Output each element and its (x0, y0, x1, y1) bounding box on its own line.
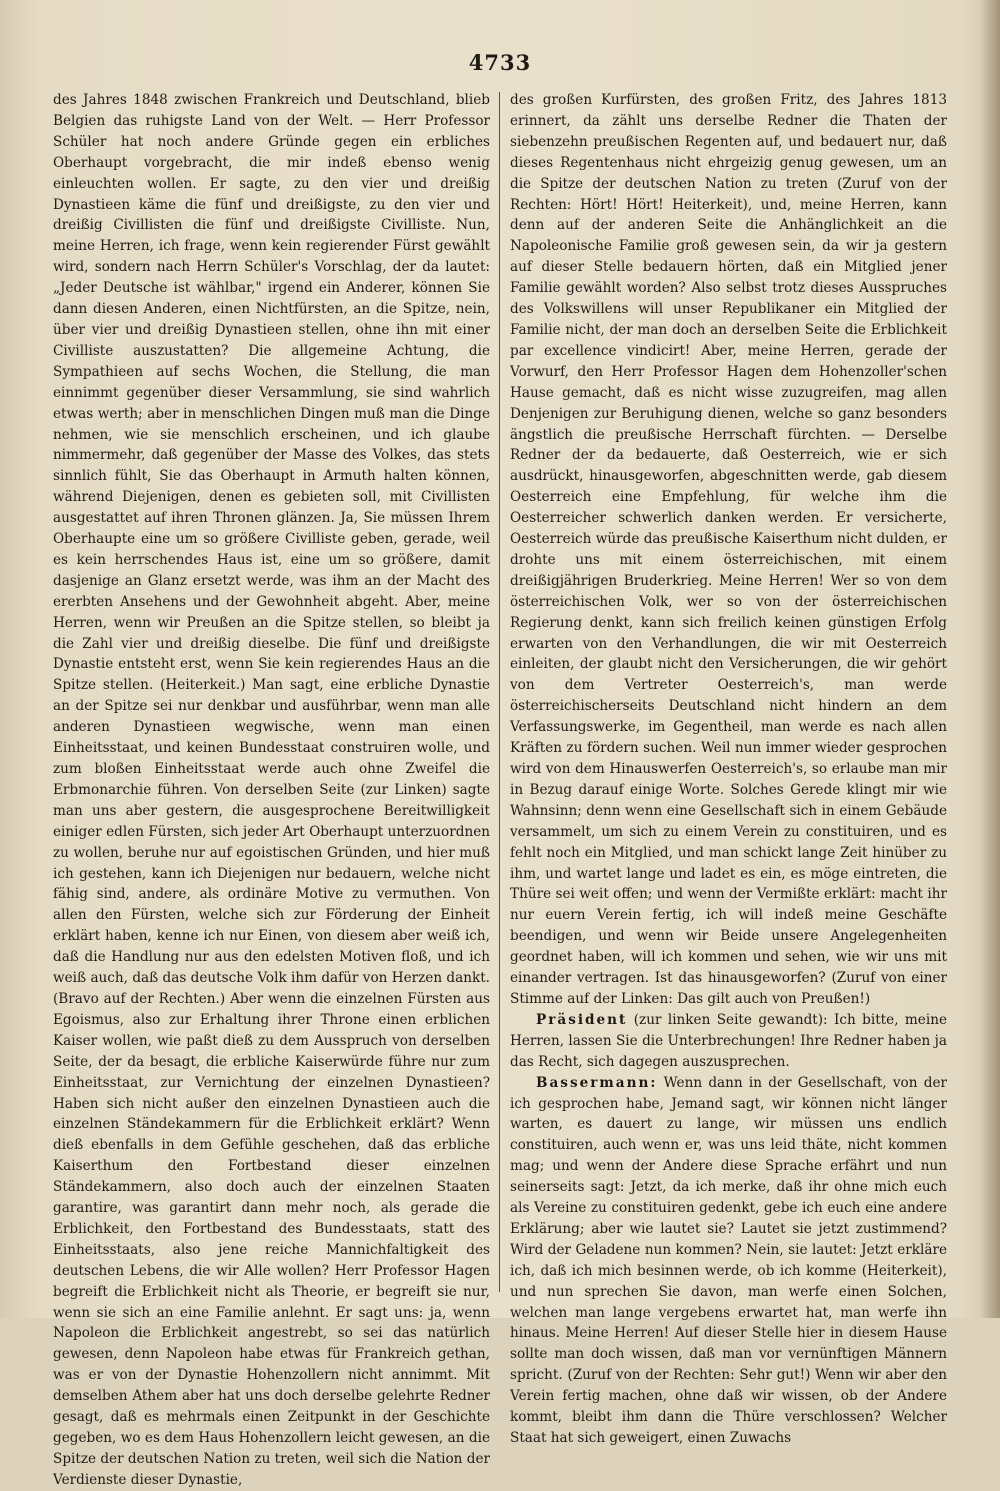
speaker-name: Präsident (536, 1011, 628, 1028)
speech-text: (zur linken Seite gewandt): Ich bitte, meine Herren, lassen Sie die Unterbrechungen! Ihre Redner haben ja das Recht, sich dagegen auszusprechen. (510, 1011, 947, 1070)
bassermann-paragraph (510, 1073, 947, 1449)
left-column-paragraph: des Jahres 1848 zwischen Frankreich und Deutschland, blieb Belgien das ruhigste Land von der Welt. — Herr Professor Schüler hat noch andere Gründe gegen ein erbliches Oberhaupt vorgebracht, die mir indeß ebenso wenig einleuchten wollen. Er sagte, zu den vier und dreißig Dynastieen käme die fünf und dreißigste, zu den vier und dreißig Civillisten die fünf und dreißigste Civilliste. Nun, meine Herren, ich frage, wenn kein regierender Fürst gewählt wird, sondern nach Herrn Schüler's Vorschlag, der da lautet: „Jeder Deutsche ist wählbar," irgend ein Anderer, können Sie dann diesen Anderen, einen Nichtfürsten, an die Spitze, nein, über vier und dreißig Dynastieen stellen, ohne ihn mit einer Civilliste auszustatten? Die allgemeine Achtung, die Sympathieen auf sechs Wochen, die Stellung, die man einnimmt gegenüber dieser Versammlung, sie sind wahrlich etwas werth; aber in menschlichen Dingen muß man die Dinge nehmen, wie sie menschlich erscheinen, und ich glaube nimmermehr, daß gegenüber der Masse des Volkes, das stets sinnlich fühlt, Sie das Oberhaupt in Armuth halten können, während Diejenigen, denen es gebieten soll, mit Civillisten ausgestattet auf ihren Thronen glänzen. Ja, Sie müssen Ihrem Oberhaupte eine um so größere Civilliste geben, gerade, weil es kein herrschendes Haus ist, eine um so größere, damit dasjenige an Glanz ersetzt werde, was ihm an der Macht des ererbten Ansehens und der Gewohnheit abgeht. Aber, meine Herren, wenn wir Preußen an die Spitze stellen, so bleibt ja die Zahl vier und dreißig dieselbe. Die fünf und dreißigste Dynastie entsteht erst, wenn Sie kein regierendes Haus an die Spitze stellen. (Heiterkeit.) Man sagt, eine erbliche Dynastie an der Spitze sei nur denkbar und ausführbar, wenn man alle anderen Dynastieen wegwische, wenn man einen Einheitsstaat, und keinen Bundesstaat construiren wolle, und zum bloßen Einheitsstaat werde auch ohne Zweifel die Erbmonarchie führen. Von derselben Seite (zur Linken) sagte man uns aber gestern, die ausgesprochene Bereitwilligkeit einiger edlen Fürsten, sich jeder Art Oberhaupt unterzuordnen zu wollen, beruhe nur auf egoistischen Gründen, und hier muß ich gestehen, kann ich Diejenigen nur bedauern, welche nicht fähig sind, andere, als ordinäre Motive zu vermuthen. Von allen den Fürsten, welche sich zur Förderung der Einheit erklärt haben, kenne ich nur Einen, von diesem aber weiß ich, daß die Handlung nur aus den edelsten Motiven floß, und ich weiß auch, daß das deutsche Volk ihm dafür von Herzen dankt. (Bravo auf der Rechten.) Aber wenn die einzelnen Fürsten aus Egoismus, also zur Erhaltung ihrer Throne einen erblichen Kaiser wollen, wie paßt dieß zu dem Ausspruch von derselben Seite, der da besagt, die erbliche Kaiserwürde führe nur zum Einheitsstaat, zur Vernichtung der einzelnen Dynastieen? Haben sich nicht außer den einzelnen Dynastieen auch die einzelnen Ständekammern für die Erblichkeit erklärt? Wenn dieß ebenfalls in dem Gefühle geschehen, daß das erbliche Kaiserthum den Fortbestand dieser einzelnen Ständekammern, also doch auch der einzelnen Staaten garantire, was garantirt dann mehr noch, als gerade die Erblichkeit, den Fortbestand des Bundesstaats, statt des Einheitsstaats, also jene reiche Mannichfaltigkeit des deutschen Lebens, die wir Alle wollen? Herr Professor Hagen begreift die Erblichkeit nicht als Theorie, er begreift sie nur, wenn sie sich an eine Familie anlehnt. Er sagt uns: ja, wenn Napoleon die Erblichkeit angestrebt, so sei das natürlich gewesen, denn Napoleon habe etwas für Frankreich gethan, was er von der Dynastie Hohenzollern nicht annimmt. Mit demselben Athem aber hat uns doch derselbe gelehrte Redner gesagt, daß es mehrmals einen Zeitpunkt in der Geschichte gegeben, wo es dem Haus Hohenzollern leicht gewesen, an die Spitze der deutschen Nation zu treten, weil sich die Nation der Verdienste dieser Dynastie, (53, 92, 491, 1488)
right-column (510, 90, 948, 1446)
president-paragraph (510, 1010, 947, 1073)
page-number: 4733 (468, 50, 532, 75)
speech-text: Wenn dann in der Gesellschaft, von der ich gesprochen habe, Jemand sagt, wir können nicht länger warten, es dauert zu lange, wir müssen uns endlich constituiren, auch wenn er, was uns leid thäte, nicht kommen mag; und wenn der Andere diese Sprache erfährt und nun seinerseits sagt: Jetzt, da ich merke, daß ihr ohne mich euch als Vereine zu constituiren gedenkt, gebe ich euch eine andere Erklärung; aber wie lautet sie? Lautet sie jetzt zustimmend? Wird der Geladene nun kommen? Nein, sie lautet: Jetzt erkläre ich, daß ich mich besinnen werde, ob ich komme (Heiterkeit), und nun sprechen Sie davon, man werfe einen Solchen, welchen man lange vergebens erwartet hat, man werfe ihn hinaus. Meine Herren! Auf dieser Stelle hier in diesem Hause sollte man doch wissen, daß man vor vernünftigen Männern spricht. (Zuruf von der Rechten: Sehr gut!) Wenn wir aber den Verein fertig machen, ohne daß wir wissen, ob der Andere kommt, bleibt ihm dann die Thüre verschlossen? Welcher Staat hat sich geweigert, einen Zuwachs (510, 1074, 947, 1446)
right-column-paragraph: des großen Kurfürsten, des großen Fritz, des Jahres 1813 erinnert, da zählt uns derselbe Redner die Thaten der siebenzehn preußischen Regenten auf, und bedauert nur, daß dieses Regentenhaus nicht ehrgeizig genug gewesen, um an die Spitze der deutschen Nation zu treten (Zuruf von der Rechten: Hört! Hört! Heiterkeit), und, meine Herren, kann denn auf der anderen Seite die Anhänglichkeit an die Napoleonische Familie groß gewesen sein, da wir ja gestern auf dieser Stelle bedauern hörten, daß ein Mitglied jener Familie gewählt worden? Also selbst trotz dieses Ausspruches des Volkswillens will unser Republikaner ein Mitglied der Familie nicht, der man doch an derselben Seite die Erblichkeit par excellence vindicirt! Aber, meine Herren, gerade der Vorwurf, den Herr Professor Hagen dem Hohenzoller'schen Hause gemacht, daß es nicht wisse zuzugreifen, mag allen Denjenigen zur Beruhigung dienen, welche so ganz besonders ängstlich die preußische Herrschaft fürchten. — Derselbe Redner der da bedauerte, daß Oesterreich, wie er sich ausdrückt, hinausgeworfen, abgeschnitten werde, gab diesem Oesterreich eine Empfehlung, für welche ihm die Oesterreicher schwerlich danken werden. Er versicherte, Oesterreich würde das preußische Kaiserthum nicht dulden, er drohte uns mit einem österreichischen, mit einem dreißigjährigen Bruderkrieg. Meine Herren! Wer so von dem österreichischen Volk, wer so von der österreichischen Regierung denkt, kann sich freilich keinen günstigen Erfolg erwarten von den Verhandlungen, die wir mit Oesterreich einleiten, der glaubt nicht den Versicherungen, die wir gehört von dem Vertreter Oesterreich's, man werde österreichischerseits Deutschland nicht hindern an dem Verfassungswerke, im Gegentheil, man werde es nach allen Kräften zu fördern suchen. Weil nun immer wieder gesprochen wird von dem Hinauswerfen Oesterreich's, so erlaube man mir in Bezug darauf einige Worte. Solches Gerede klingt mir wie Wahnsinn; denn wenn eine Gesellschaft sich in einem Gebäude versammelt, um sich zu einem Verein zu constituiren, und es fehlt noch ein Mitglied, und man schickt lange Zeit hinüber zu ihm, und wartet lange und ladet es ein, es möge eintreten, die Thüre sei weit offen; und wenn der Vermißte erklärt: macht ihr nur euern Verein fertig, ich will indeß meine Geschäfte beendigen, und wenn wir Beide unsere Angelegenheiten geordnet haben, will ich kommen und sehen, wie wir uns mit einander vertragen. Ist das hinausgeworfen? (Zuruf von einer Stimme auf der Linken: Das gilt auch von Preußen!) (510, 92, 948, 1007)
column-divider (499, 92, 500, 1292)
speaker-name: Bassermann: (536, 1074, 658, 1091)
left-column (53, 90, 491, 1488)
page-edge-shadow (980, 0, 1000, 1318)
